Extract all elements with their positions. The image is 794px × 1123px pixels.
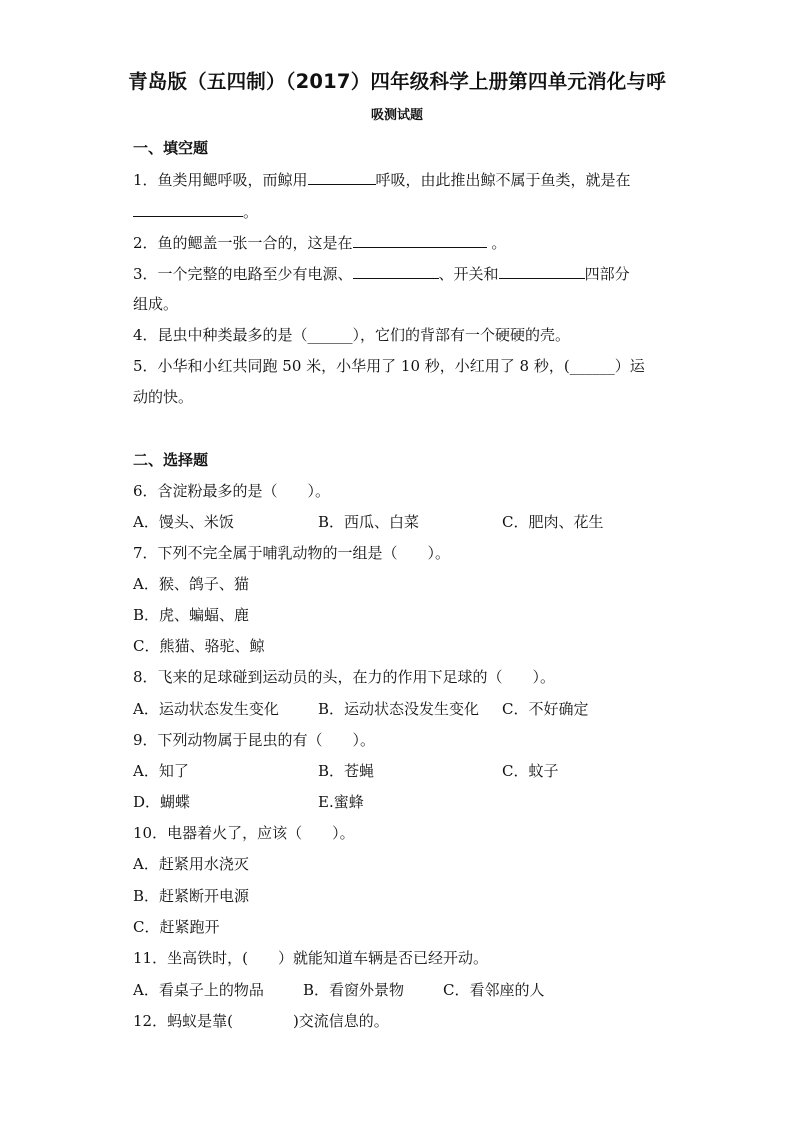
- answer-blank[interactable]: [133, 200, 243, 217]
- answer-blank[interactable]: [499, 262, 585, 279]
- question-3-line-2: 组成。: [133, 295, 179, 313]
- section-fill-blank: 一、填空题: [133, 139, 209, 157]
- question-4: 4．昆虫中种类最多的是（______），它们的背部有一个硬硬的壳。: [133, 326, 571, 344]
- answer-blank[interactable]: [353, 262, 439, 279]
- question-2-text-b: 。: [486, 234, 507, 252]
- question-1-text-a: 1．鱼类用鳃呼吸，而鲸用: [133, 171, 308, 189]
- question-10-stem: 10．电器着火了，应该（ ）。: [133, 824, 355, 842]
- question-3-text-a: 3．一个完整的电路至少有电源、: [133, 265, 353, 283]
- question-8-option-a[interactable]: A．运动状态发生变化: [133, 700, 279, 718]
- question-5-line-2: 动的快。: [133, 388, 194, 406]
- question-1-text-b: 呼吸，由此推出鲸不属于鱼类，就是在: [375, 171, 631, 189]
- page-title: 青岛版（五四制）（2017）四年级科学上册第四单元消化与呼: [128, 70, 666, 93]
- question-9-stem: 9．下列动物属于昆虫的有（ ）。: [133, 731, 376, 749]
- question-6-stem: 6．含淀粉最多的是（ ）。: [133, 482, 331, 500]
- question-11-option-a[interactable]: A．看桌子上的物品: [133, 981, 264, 999]
- question-11-option-c[interactable]: C．看邻座的人: [443, 981, 545, 999]
- question-6-option-b[interactable]: B．西瓜、白菜: [318, 513, 420, 531]
- question-7-option-c[interactable]: C．熊猫、骆驼、鲸: [133, 637, 265, 655]
- question-9-option-d[interactable]: D．蝴蝶: [133, 793, 191, 811]
- question-2-text-a: 2．鱼的鳃盖一张一合的，这是在: [133, 234, 353, 252]
- answer-blank[interactable]: [308, 168, 376, 185]
- question-8-option-b[interactable]: B．运动状态没发生变化: [318, 700, 480, 718]
- question-2: [133, 231, 506, 254]
- question-10-option-b[interactable]: B．赶紧断开电源: [133, 887, 250, 905]
- question-12-stem: 12．蚂蚁是靠( )交流信息的。: [133, 1012, 389, 1030]
- question-8-option-c[interactable]: C．不好确定: [502, 700, 589, 718]
- question-7-option-b[interactable]: B．虎、蝙蝠、鹿: [133, 606, 250, 624]
- page-subtitle: 吸测试题: [370, 108, 423, 123]
- section-multiple-choice: 二、选择题: [133, 451, 209, 469]
- answer-blank[interactable]: [353, 231, 487, 248]
- question-8-stem: 8．飞来的足球碰到运动员的头，在力的作用下足球的（ ）。: [133, 668, 556, 686]
- question-10-option-a[interactable]: A．赶紧用水浇灭: [133, 855, 249, 873]
- question-9-option-e[interactable]: E.蜜蜂: [318, 793, 364, 811]
- question-1-text-c: 。: [243, 203, 259, 221]
- question-10-option-c[interactable]: C．赶紧跑开: [133, 918, 220, 936]
- question-6-option-a[interactable]: A．馒头、米饭: [133, 513, 234, 531]
- question-7-stem: 7．下列不完全属于哺乳动物的一组是（ ）。: [133, 544, 451, 562]
- question-11-stem: 11．坐高铁时，( ）就能知道车辆是否已经开动。: [133, 949, 488, 967]
- question-3-line-1: [133, 262, 630, 285]
- question-6-option-c[interactable]: C．肥肉、花生: [502, 513, 604, 531]
- question-9-option-a[interactable]: A．知了: [133, 762, 189, 780]
- question-7-option-a[interactable]: A．猴、鸽子、猫: [133, 575, 249, 593]
- question-9-option-b[interactable]: B．苍蝇: [318, 762, 375, 780]
- question-9-option-c[interactable]: C．蚊子: [502, 762, 559, 780]
- question-3-text-b: 、开关和: [438, 265, 499, 283]
- question-11-option-b[interactable]: B．看窗外景物: [303, 981, 405, 999]
- question-3-text-c: 四部分: [584, 265, 630, 283]
- question-5-line-1: 5．小华和小红共同跑 50 米，小华用了 10 秒，小红用了 8 秒，(______）运: [133, 357, 645, 375]
- question-1-line-1: [133, 168, 631, 191]
- question-1-line-2: [133, 200, 258, 223]
